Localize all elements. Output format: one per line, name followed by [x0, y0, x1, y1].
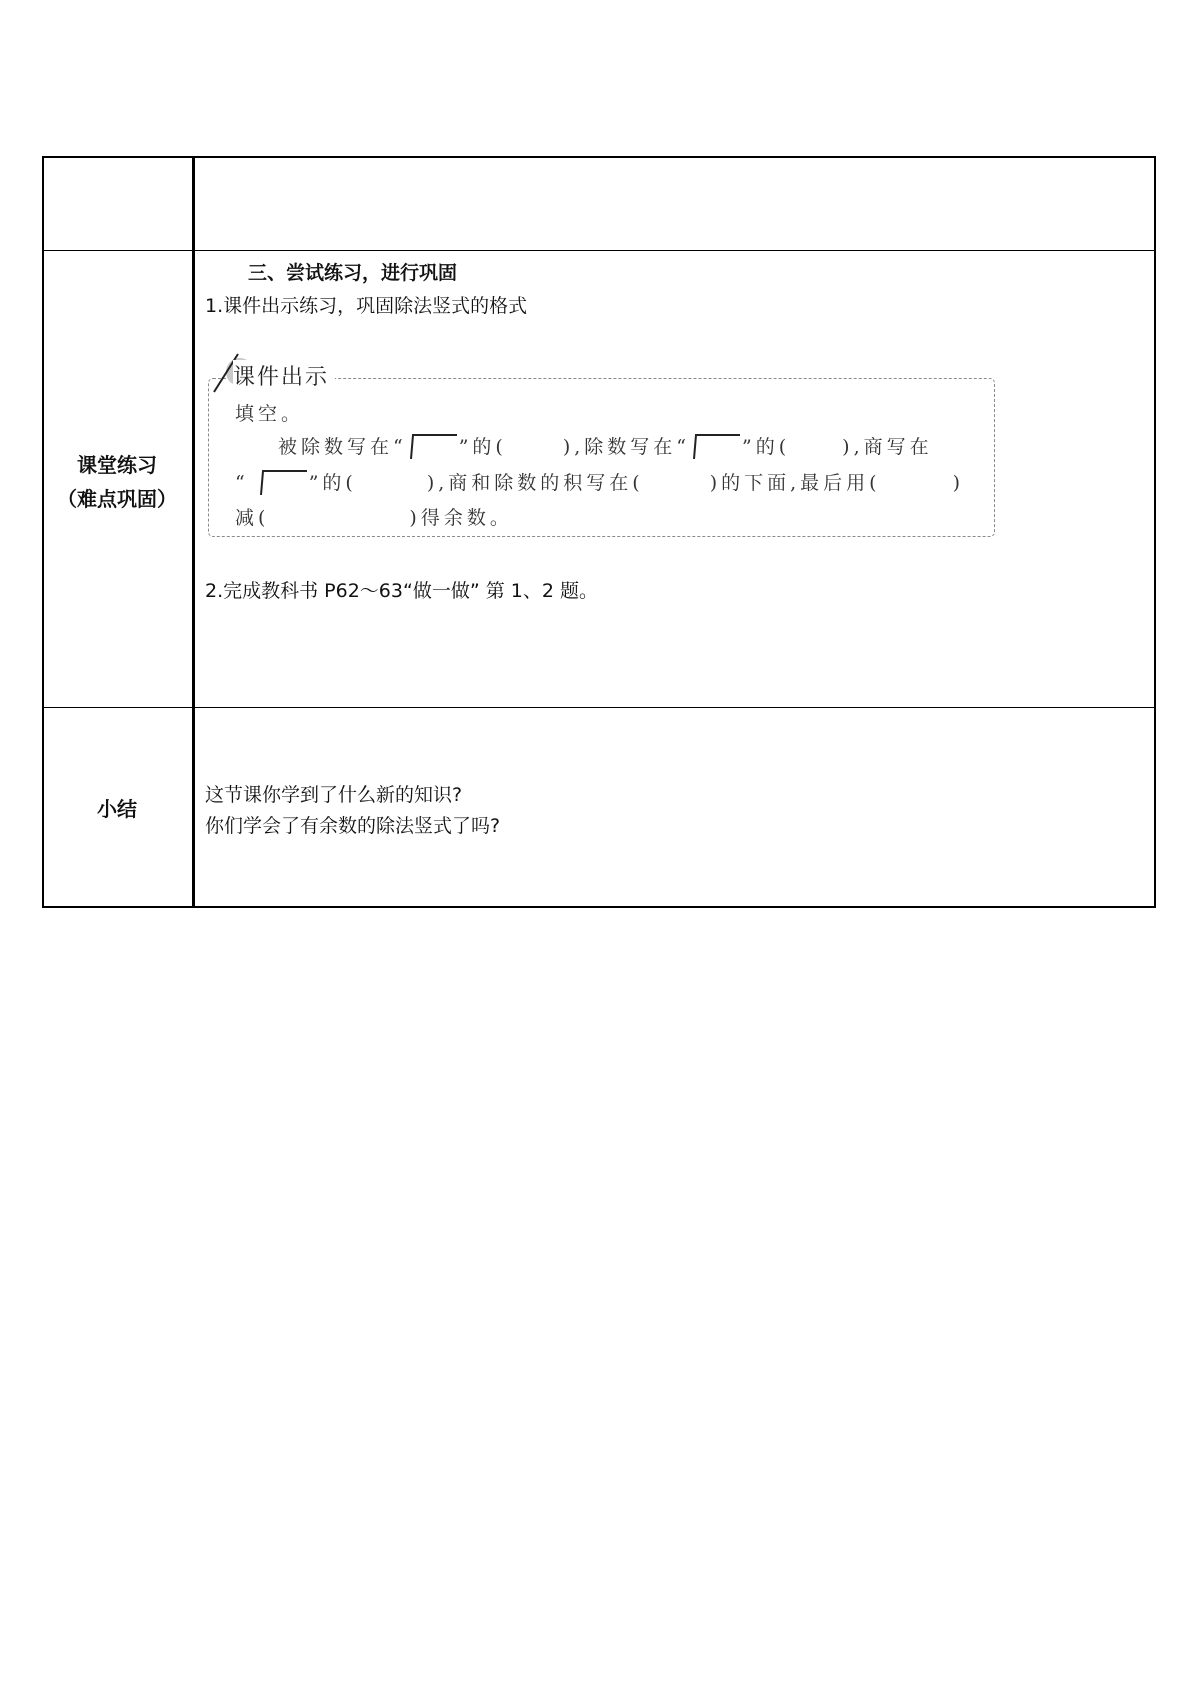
summary-question-2: 你们学会了有余数的除法竖式了吗?	[205, 815, 501, 837]
fill-blank-line-3	[235, 503, 513, 530]
division-bracket-icon	[257, 469, 309, 495]
fill-blank-line-2	[235, 468, 964, 495]
courseware-title: 课件出示	[233, 360, 335, 391]
row-label-summary	[42, 792, 192, 826]
table-border-right	[1154, 156, 1156, 908]
fill-blank-line-1	[278, 432, 933, 459]
line2-part4: )的下面,最后用(	[709, 472, 881, 494]
practice-heading: 三、尝试练习，进行巩固	[248, 262, 458, 284]
line3-part1: 减(	[235, 507, 270, 529]
row-label-line: 课堂练习	[77, 453, 157, 477]
division-bracket-icon	[407, 433, 459, 459]
line1-part4: ”的(	[742, 436, 791, 458]
line2-part3: ),商和除数的积写在(	[426, 472, 644, 494]
row-label-line: 小结	[97, 797, 137, 821]
line1-part5: ),商写在	[842, 436, 933, 458]
division-bracket-icon	[690, 433, 742, 459]
table-border-top	[42, 156, 1156, 158]
line2-part2: ”的(	[308, 472, 357, 494]
table-border-bottom	[42, 906, 1156, 908]
line2-part1: “	[235, 472, 249, 494]
practice-item-1: 1.课件出示练习，巩固除法竖式的格式	[205, 295, 528, 317]
row-divider-1	[42, 250, 1156, 251]
fill-blank-title: 填空。	[235, 403, 305, 425]
summary-question-1: 这节课你学到了什么新的知识?	[205, 784, 463, 806]
line2-part5: )	[952, 472, 965, 494]
line3-part2: )得余数。	[409, 507, 513, 529]
practice-item-2: 2.完成教科书 P62～63“做一做” 第 1、2 题。	[205, 580, 598, 602]
line1-part2: ”的(	[458, 436, 507, 458]
row-label-practice	[42, 448, 192, 516]
row-divider-2	[42, 707, 1156, 708]
line1-part1: 被除数写在“	[278, 436, 407, 458]
line1-part3: ),除数写在“	[562, 436, 691, 458]
row-label-line: （难点巩固）	[57, 487, 177, 511]
column-divider	[192, 156, 195, 908]
